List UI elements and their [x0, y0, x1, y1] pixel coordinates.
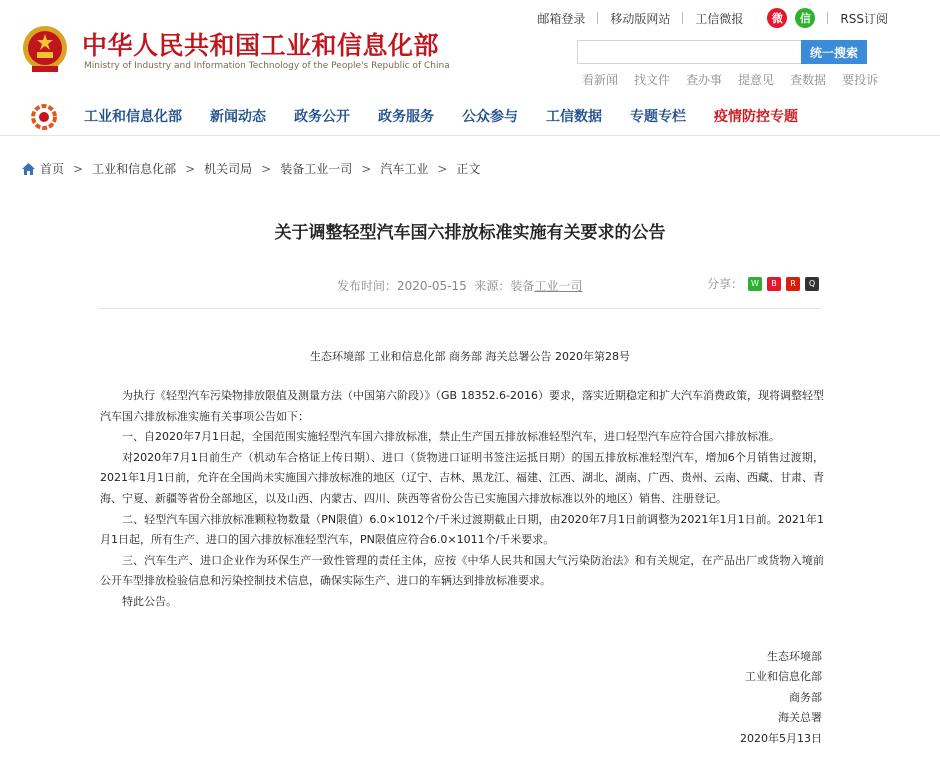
breadcrumb-home[interactable]: 首页: [40, 162, 65, 176]
paragraph: 对2020年7月1日前生产（机动车合格证上传日期）、进口（货物进口证明书签注运抵日期）的国五排放标准轻型汽车，增加6个月销售过渡期，2021年1月1日前，允许在全国尚未实施国六排放标准的地区（辽宁、吉林、黑龙江、福建、江西、湖北、湖南、广西、贵州、云南、西藏、甘肃、青海、宁夏、新疆等省份全部地区，以及山西、内蒙古、四川、陕西等省份公告已实施国六排放标准以外的地区）销售、注册登记。: [100, 450, 824, 505]
social-icons: [755, 8, 827, 28]
search-bar: [577, 40, 867, 64]
source-label: 来源：: [474, 279, 511, 293]
rss-link[interactable]: RSS订阅: [840, 11, 888, 26]
breadcrumb-auto-industry[interactable]: 汽车工业: [380, 162, 429, 176]
document-number: 生态环境部 工业和信息化部 商务部 海关总署公告 2020年第28号: [310, 350, 630, 363]
quick-links: [582, 71, 878, 88]
share-label: 分享：: [707, 277, 744, 291]
signer: 海关总署: [778, 711, 822, 725]
signer: 工业和信息化部: [745, 670, 822, 684]
breadcrumb: [22, 160, 480, 177]
paragraph: 特此公告。: [122, 594, 177, 608]
nav-item-services[interactable]: 政务服务: [378, 109, 434, 125]
share-bar: [707, 275, 819, 292]
breadcrumb-equipment-dept[interactable]: 装备工业一司: [280, 162, 353, 176]
breadcrumb-separator: >: [361, 161, 372, 176]
breadcrumb-separator: >: [437, 161, 448, 176]
paragraph: 三、汽车生产、进口企业作为环保生产一致性管理的责任主体，应按《中华人民共和国大气污染防治法》和有关规定，在产品出厂或货物入境前公开车型排放检验信息和污染控制技术信息，确保实际生产、进口的车辆达到排放标准要求。: [100, 553, 824, 588]
publish-label: 发布时间：: [337, 279, 398, 293]
wechat-icon[interactable]: 信: [795, 8, 815, 28]
site-header: [0, 0, 940, 90]
quick-link-files[interactable]: 找文件: [634, 73, 671, 87]
sign-date: 2020年5月13日: [740, 731, 822, 745]
share-renren-icon[interactable]: R: [786, 277, 800, 291]
national-emblem-icon[interactable]: [22, 24, 68, 74]
source-prefix: 装备: [510, 279, 535, 293]
quick-link-complaint[interactable]: 要投诉: [842, 73, 879, 87]
quick-link-feedback[interactable]: 提意见: [738, 73, 775, 87]
paragraph: 为执行《轻型汽车污染物排放限值及测量方法（中国第六阶段）》（GB 18352.6-2016）要求，落实近期稳定和扩大汽车消费政策，现将调整轻型汽车国六排放标准实施有关事项公告如下：: [100, 389, 825, 423]
breadcrumb-separator: >: [185, 161, 196, 176]
nav-item-news[interactable]: 新闻动态: [210, 109, 266, 125]
mobile-site-link[interactable]: 移动版网站: [610, 11, 671, 26]
paragraph: 二、轻型汽车国六排放标准颗粒物数量（PN限值）6.0×1012个/千米过渡期截止日期，由2020年7月1日前调整为2021年1月1日前。2021年1月1日起，所有生产、进口的国六排放标准轻型汽车，PN限值应符合6.0×1011个/千米要求。: [100, 512, 824, 547]
search-button[interactable]: 统一搜索: [801, 40, 867, 64]
signer: 商务部: [789, 690, 822, 704]
article-body: [100, 386, 824, 613]
share-wechat-icon[interactable]: W: [748, 277, 762, 291]
site-title: 中华人民共和国工业和信息化部: [82, 31, 440, 60]
article-meta: [337, 277, 582, 294]
main-nav: [0, 96, 940, 136]
home-icon: [22, 163, 35, 175]
mail-login-link[interactable]: 邮箱登录: [537, 11, 586, 26]
nav-item-epidemic[interactable]: 疫情防控专题: [714, 109, 798, 125]
signer: 生态环境部: [767, 650, 822, 663]
publish-date: 2020-05-15: [397, 279, 467, 293]
share-weibo-icon[interactable]: B: [767, 277, 781, 291]
breadcrumb-separator: >: [261, 161, 272, 176]
nav-items: [70, 96, 812, 136]
site-subtitle: Ministry of Industry and Information Technology of the People's Republic of China: [84, 61, 450, 71]
paragraph: 一、自2020年7月1日起，全国范围实施轻型汽车国六排放标准，禁止生产国五排放标准轻型汽车，进口轻型汽车应符合国六排放标准。: [122, 430, 780, 444]
nav-item-participation[interactable]: 公众参与: [462, 109, 518, 125]
breadcrumb-departments[interactable]: 机关司局: [204, 162, 253, 176]
share-qq-icon[interactable]: Q: [805, 277, 819, 291]
search-input[interactable]: [577, 40, 802, 64]
weibo-icon[interactable]: 微: [767, 8, 787, 28]
nav-item-gov-affairs[interactable]: 政务公开: [294, 109, 350, 125]
miit-logo-icon[interactable]: [31, 104, 57, 130]
breadcrumb-current: 正文: [456, 162, 481, 176]
breadcrumb-separator: >: [73, 161, 84, 176]
quick-link-news[interactable]: 看新闻: [582, 73, 619, 87]
divider: [98, 308, 821, 309]
nav-item-data[interactable]: 工信数据: [546, 109, 602, 125]
quick-link-services[interactable]: 查办事: [686, 73, 723, 87]
source-link[interactable]: 工业一司: [534, 279, 583, 293]
weibo-link[interactable]: 工信微报: [695, 11, 744, 26]
article-title: 关于调整轻型汽车国六排放标准实施有关要求的公告: [274, 223, 666, 243]
nav-item-topics[interactable]: 专题专栏: [630, 109, 686, 125]
top-links: [525, 8, 900, 28]
breadcrumb-ministry[interactable]: 工业和信息化部: [92, 162, 177, 176]
nav-item-ministry[interactable]: 工业和信息化部: [84, 109, 182, 125]
quick-link-data[interactable]: 查数据: [790, 73, 827, 87]
signature-block: [740, 647, 822, 749]
